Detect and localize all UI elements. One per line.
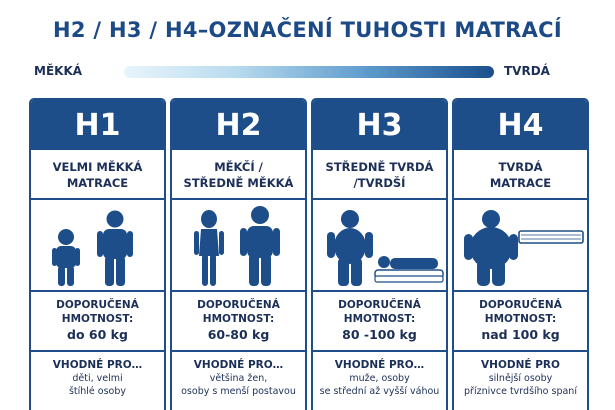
weight-label: HMOTNOST:: [202, 313, 275, 325]
card-description: [454, 150, 587, 200]
weight-value: do 60 kg: [67, 327, 128, 342]
card-code: H4: [454, 100, 587, 150]
firmness-cards: [29, 98, 589, 410]
card-description-line: MATRACE: [489, 176, 552, 190]
card-h4: [452, 98, 589, 410]
card-description: [172, 150, 305, 200]
adult-figure-icon: [97, 210, 133, 286]
recommended-weight: [454, 292, 587, 352]
recommended-weight: [31, 292, 164, 352]
card-description-line: MĚKČÍ /: [214, 160, 263, 174]
scale-firm-label: TVRDÁ: [504, 64, 550, 78]
suitable-line: muže, osoby: [349, 373, 410, 384]
weight-value: 80 -100 kg: [342, 327, 417, 342]
weight-label: HMOTNOST:: [484, 313, 557, 325]
firmness-gradient-bar: [124, 66, 494, 78]
weight-label: HMOTNOST:: [61, 313, 134, 325]
scale-soft-label: MĚKKÁ: [34, 64, 83, 78]
card-description-line: STŘEDNĚ MĚKKÁ: [183, 176, 294, 190]
card-description: [313, 150, 446, 200]
child-figure-icon: [51, 228, 81, 286]
recommended-weight: [172, 292, 305, 352]
suitable-line: osoby s menší postavou: [181, 386, 296, 397]
heavy-man-figure-icon: [464, 210, 518, 286]
card-h2: [170, 98, 307, 410]
card-illustration: [31, 200, 164, 292]
suitable-label: VHODNÉ PRO…: [52, 359, 143, 371]
card-description-line: VELMI MĚKKÁ: [52, 160, 143, 174]
weight-label: DOPORUČENÁ: [56, 299, 139, 311]
weight-label: HMOTNOST:: [343, 313, 416, 325]
suitable-for: [172, 352, 305, 398]
weight-label: DOPORUČENÁ: [197, 299, 280, 311]
suitable-for: [31, 352, 164, 398]
card-description-line: /TVRDŠÍ: [353, 176, 406, 190]
woman-figure-icon: [194, 210, 224, 286]
card-description: [31, 150, 164, 200]
suitable-label: VHODNÉ PRO…: [193, 359, 284, 371]
suitable-label: VHODNÉ PRO…: [334, 359, 425, 371]
card-code: H2: [172, 100, 305, 150]
man-figure-icon: [240, 206, 280, 286]
card-description-line: MATRACE: [66, 176, 129, 190]
page-title: H2 / H3 / H4–OZNAČENÍ TUHOSTI MATRACÍ: [53, 18, 562, 42]
suitable-line: štíhlé osoby: [68, 386, 127, 397]
suitable-line: většina žen,: [209, 373, 268, 384]
suitable-line: se střední až vyšší váhou: [319, 386, 440, 397]
recommended-weight: [313, 292, 446, 352]
firm-mattress-icon: [518, 226, 584, 248]
suitable-line: děti, velmi: [72, 373, 123, 384]
suitable-for: [454, 352, 587, 398]
card-code: H3: [313, 100, 446, 150]
heavier-man-figure-icon: [327, 210, 373, 286]
suitable-line: silnější osoby: [488, 373, 553, 384]
card-h3: [311, 98, 448, 410]
weight-value: 60-80 kg: [207, 327, 270, 342]
suitable-for: [313, 352, 446, 398]
suitable-label: VHODNÉ PRO: [481, 359, 560, 371]
weight-label: DOPORUČENÁ: [479, 299, 562, 311]
weight-label: DOPORUČENÁ: [338, 299, 421, 311]
card-description-line: TVRDÁ: [498, 160, 543, 174]
card-h1: [29, 98, 166, 410]
card-illustration: [172, 200, 305, 292]
person-lying-on-mattress-icon: [373, 250, 445, 284]
card-code: H1: [31, 100, 164, 150]
card-description-line: STŘEDNĚ TVRDÁ: [325, 160, 434, 174]
suitable-line: příznivce tvrdšího spaní: [464, 386, 577, 397]
card-illustration: [313, 200, 446, 292]
card-illustration: [454, 200, 587, 292]
weight-value: nad 100 kg: [481, 327, 560, 342]
